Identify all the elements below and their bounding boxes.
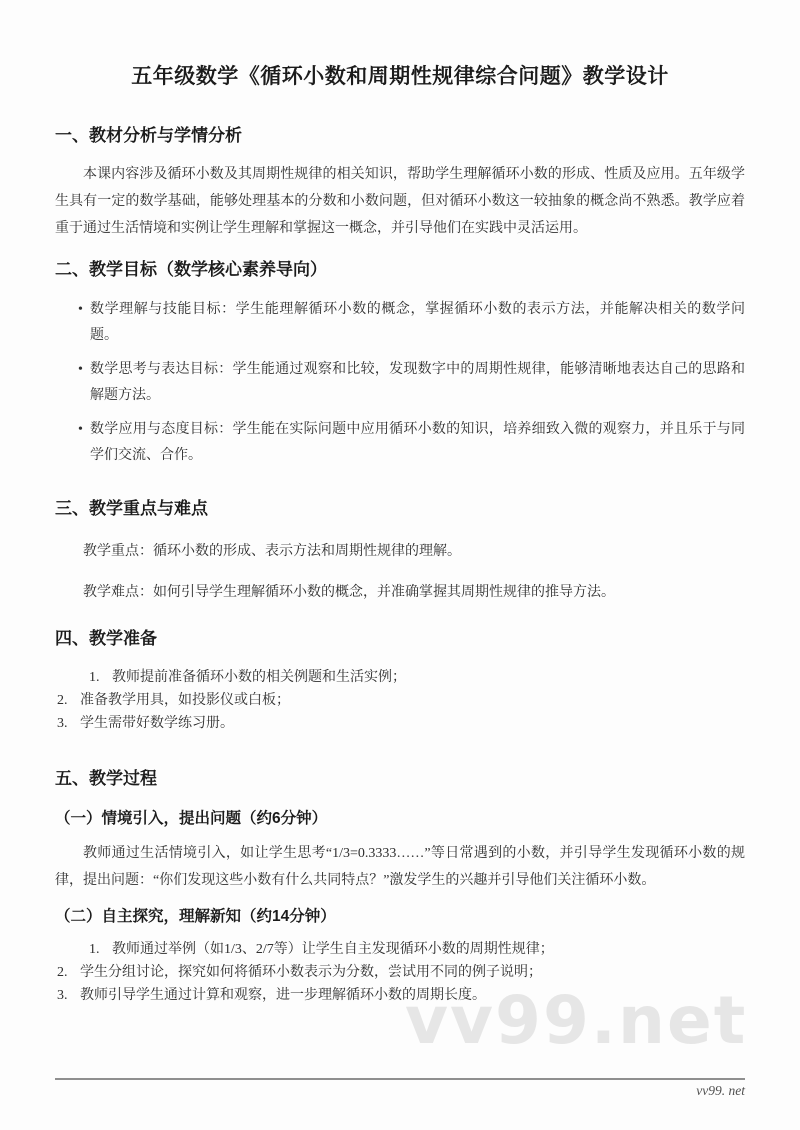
section-teaching-preparation — [55, 626, 745, 735]
item-text: 教师通过举例（如1/3、2/7等）让学生自主发现循环小数的周期性规律； — [112, 942, 554, 957]
item-number: 2. — [57, 965, 68, 980]
section-teaching-objectives — [55, 257, 745, 469]
bullet-text: 数学理解与技能目标：学生能理解循环小数的概念，掌握循环小数的表示方法，并能解决相关的数学问题。 — [90, 302, 745, 343]
body-paragraph: 本课内容涉及循环小数及其周期性规律的相关知识，帮助学生理解循环小数的形成、性质及应用。五年级学生具有一定的数学基础，能够处理基本的分数和小数问题，但对循环小数这一较抽象的概念尚不熟悉。教学应着重于通过生活情境和实例让学生理解和掌握这一概念，并引导他们在实践中灵活运用。 — [55, 167, 745, 236]
item-number: 1. — [89, 942, 100, 957]
item-text: 准备教学用具，如投影仪或白板； — [80, 693, 290, 708]
numbered-item — [57, 961, 745, 984]
item-number: 2. — [57, 693, 68, 708]
item-text: 学生分组讨论，探究如何将循环小数表示为分数，尝试用不同的例子说明； — [80, 965, 542, 980]
section-textbook-analysis — [55, 123, 745, 242]
subsection-heading: （二）自主探究，理解新知（约14分钟） — [55, 908, 336, 925]
subsection-heading: （一）情境引入，提出问题（约6分钟） — [55, 810, 328, 827]
item-number: 3. — [57, 988, 68, 1003]
section-heading: 三、教学重点与难点 — [55, 499, 208, 518]
section-heading: 二、教学目标（数学核心素养导向） — [55, 260, 327, 279]
item-number: 1. — [89, 670, 100, 685]
subsection-situation-intro — [55, 806, 745, 894]
section-teaching-process — [55, 766, 745, 1007]
section-heading: 四、教学准备 — [55, 629, 157, 648]
page-footer — [55, 1078, 745, 1100]
section-key-difficult-points — [55, 496, 745, 606]
item-text: 教师提前准备循环小数的相关例题和生活实例； — [112, 670, 406, 685]
exploration-numbered-list — [57, 938, 745, 1007]
bullet-text: 数学应用与态度目标：学生能在实际问题中应用循环小数的知识，培养细致入微的观察力，并且乐于与同学们交流、合作。 — [90, 422, 745, 463]
preparation-numbered-list — [57, 666, 745, 735]
bullet-text: 数学思考与表达目标：学生能通过观察和比较，发现数字中的周期性规律，能够清晰地表达自己的思路和解题方法。 — [90, 362, 745, 403]
section-heading: 五、教学过程 — [55, 769, 157, 788]
bullet-marker-icon: • — [78, 422, 83, 437]
objectives-bullet-list — [55, 297, 745, 469]
bullet-item — [55, 297, 745, 349]
numbered-item — [89, 938, 745, 961]
item-text: 学生需带好数学练习册。 — [80, 716, 234, 731]
footer-site-label: vv99. net — [696, 1083, 745, 1098]
numbered-item — [57, 712, 745, 735]
body-paragraph: 教师通过生活情境引入，如让学生思考“1/3=0.3333……”等日常遇到的小数，并引导学生发现循环小数的规律，提出问题：“你们发现这些小数有什么共同特点？”激发学生的兴趣并引导他们关注循环小数。 — [55, 846, 745, 888]
bullet-marker-icon: • — [78, 362, 83, 377]
footer-divider — [55, 1078, 745, 1080]
item-text: 教师引导学生通过计算和观察，进一步理解循环小数的周期长度。 — [80, 988, 486, 1003]
numbered-item — [57, 689, 745, 712]
numbered-item — [57, 984, 745, 1007]
watermark-text: vv99.net — [405, 982, 748, 1059]
subsection-self-exploration — [55, 904, 745, 1007]
key-point-paragraph: 教学重点：循环小数的形成、表示方法和周期性规律的理解。 — [83, 544, 461, 559]
bullet-marker-icon: • — [78, 302, 83, 317]
bullet-item — [55, 417, 745, 469]
document-title: 五年级数学《循环小数和周期性规律综合问题》教学设计 — [131, 65, 669, 88]
section-heading: 一、教材分析与学情分析 — [55, 126, 242, 145]
numbered-item — [89, 666, 745, 689]
item-number: 3. — [57, 716, 68, 731]
difficulty-paragraph: 教学难点：如何引导学生理解循环小数的概念，并准确掌握其周期性规律的推导方法。 — [83, 585, 615, 600]
bullet-item — [55, 357, 745, 409]
